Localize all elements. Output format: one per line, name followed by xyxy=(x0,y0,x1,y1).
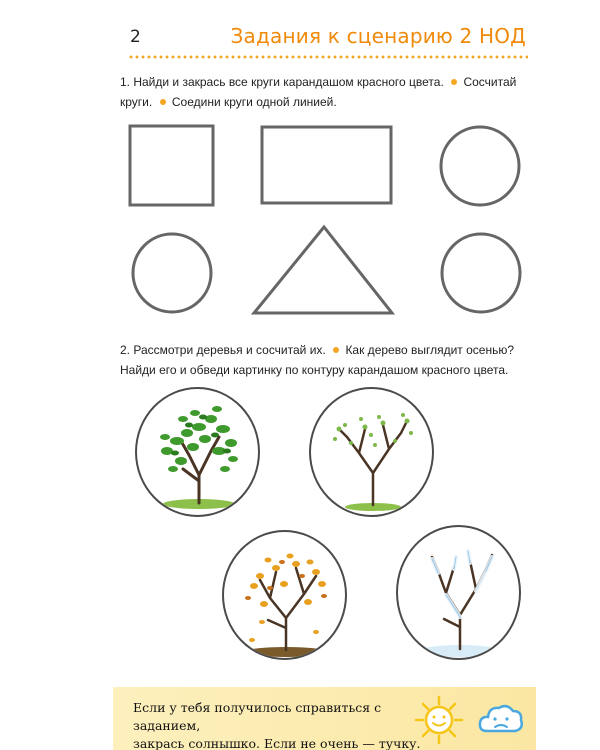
sun-icon[interactable] xyxy=(413,695,465,745)
spring-tree-illustration xyxy=(311,389,434,517)
geometric-shapes xyxy=(0,0,600,330)
self-assessment-panel xyxy=(113,687,536,750)
task-2-instructions xyxy=(120,340,535,380)
task-1-text-3: Соедини круги одной линией. xyxy=(171,95,337,109)
square-shape[interactable] xyxy=(130,126,213,205)
self-assessment-text xyxy=(133,699,423,750)
autumn-tree-picture[interactable] xyxy=(222,530,347,660)
spring-tree-picture[interactable] xyxy=(309,387,434,517)
task-1-text-1: 1. Найди и закрась все круги карандашом красного цвета. xyxy=(120,75,444,89)
task-1-text-2: Сосчитай круги. xyxy=(120,75,517,109)
cloud-icon[interactable] xyxy=(477,699,525,739)
autumn-tree-illustration xyxy=(224,532,347,660)
circle-shape[interactable] xyxy=(133,234,211,312)
summer-tree-illustration xyxy=(137,389,260,517)
self-assessment-line-2: закрась солнышко. Если не очень — тучку. xyxy=(133,736,421,750)
circle-shape[interactable] xyxy=(441,127,519,205)
page-title: Задания к сценарию 2 НОД xyxy=(230,24,526,48)
self-assessment-line-1: Если у тебя получилось справиться с заданием, xyxy=(133,700,382,733)
circle-shape[interactable] xyxy=(442,234,520,312)
winter-tree-illustration xyxy=(398,527,521,660)
task-2-text-1: 2. Рассмотри деревья и сосчитай их. xyxy=(120,343,326,357)
page-number: 2 xyxy=(130,27,141,47)
task-2-text-2: Как дерево выглядит осенью? Найди его и обведи картинку по контуру карандашом красного цвета. xyxy=(120,343,515,377)
rectangle-shape[interactable] xyxy=(262,127,391,203)
triangle-shape[interactable] xyxy=(254,227,392,313)
winter-tree-picture[interactable] xyxy=(396,525,521,660)
summer-tree-picture[interactable] xyxy=(135,387,260,517)
bullet-icon xyxy=(333,347,339,353)
